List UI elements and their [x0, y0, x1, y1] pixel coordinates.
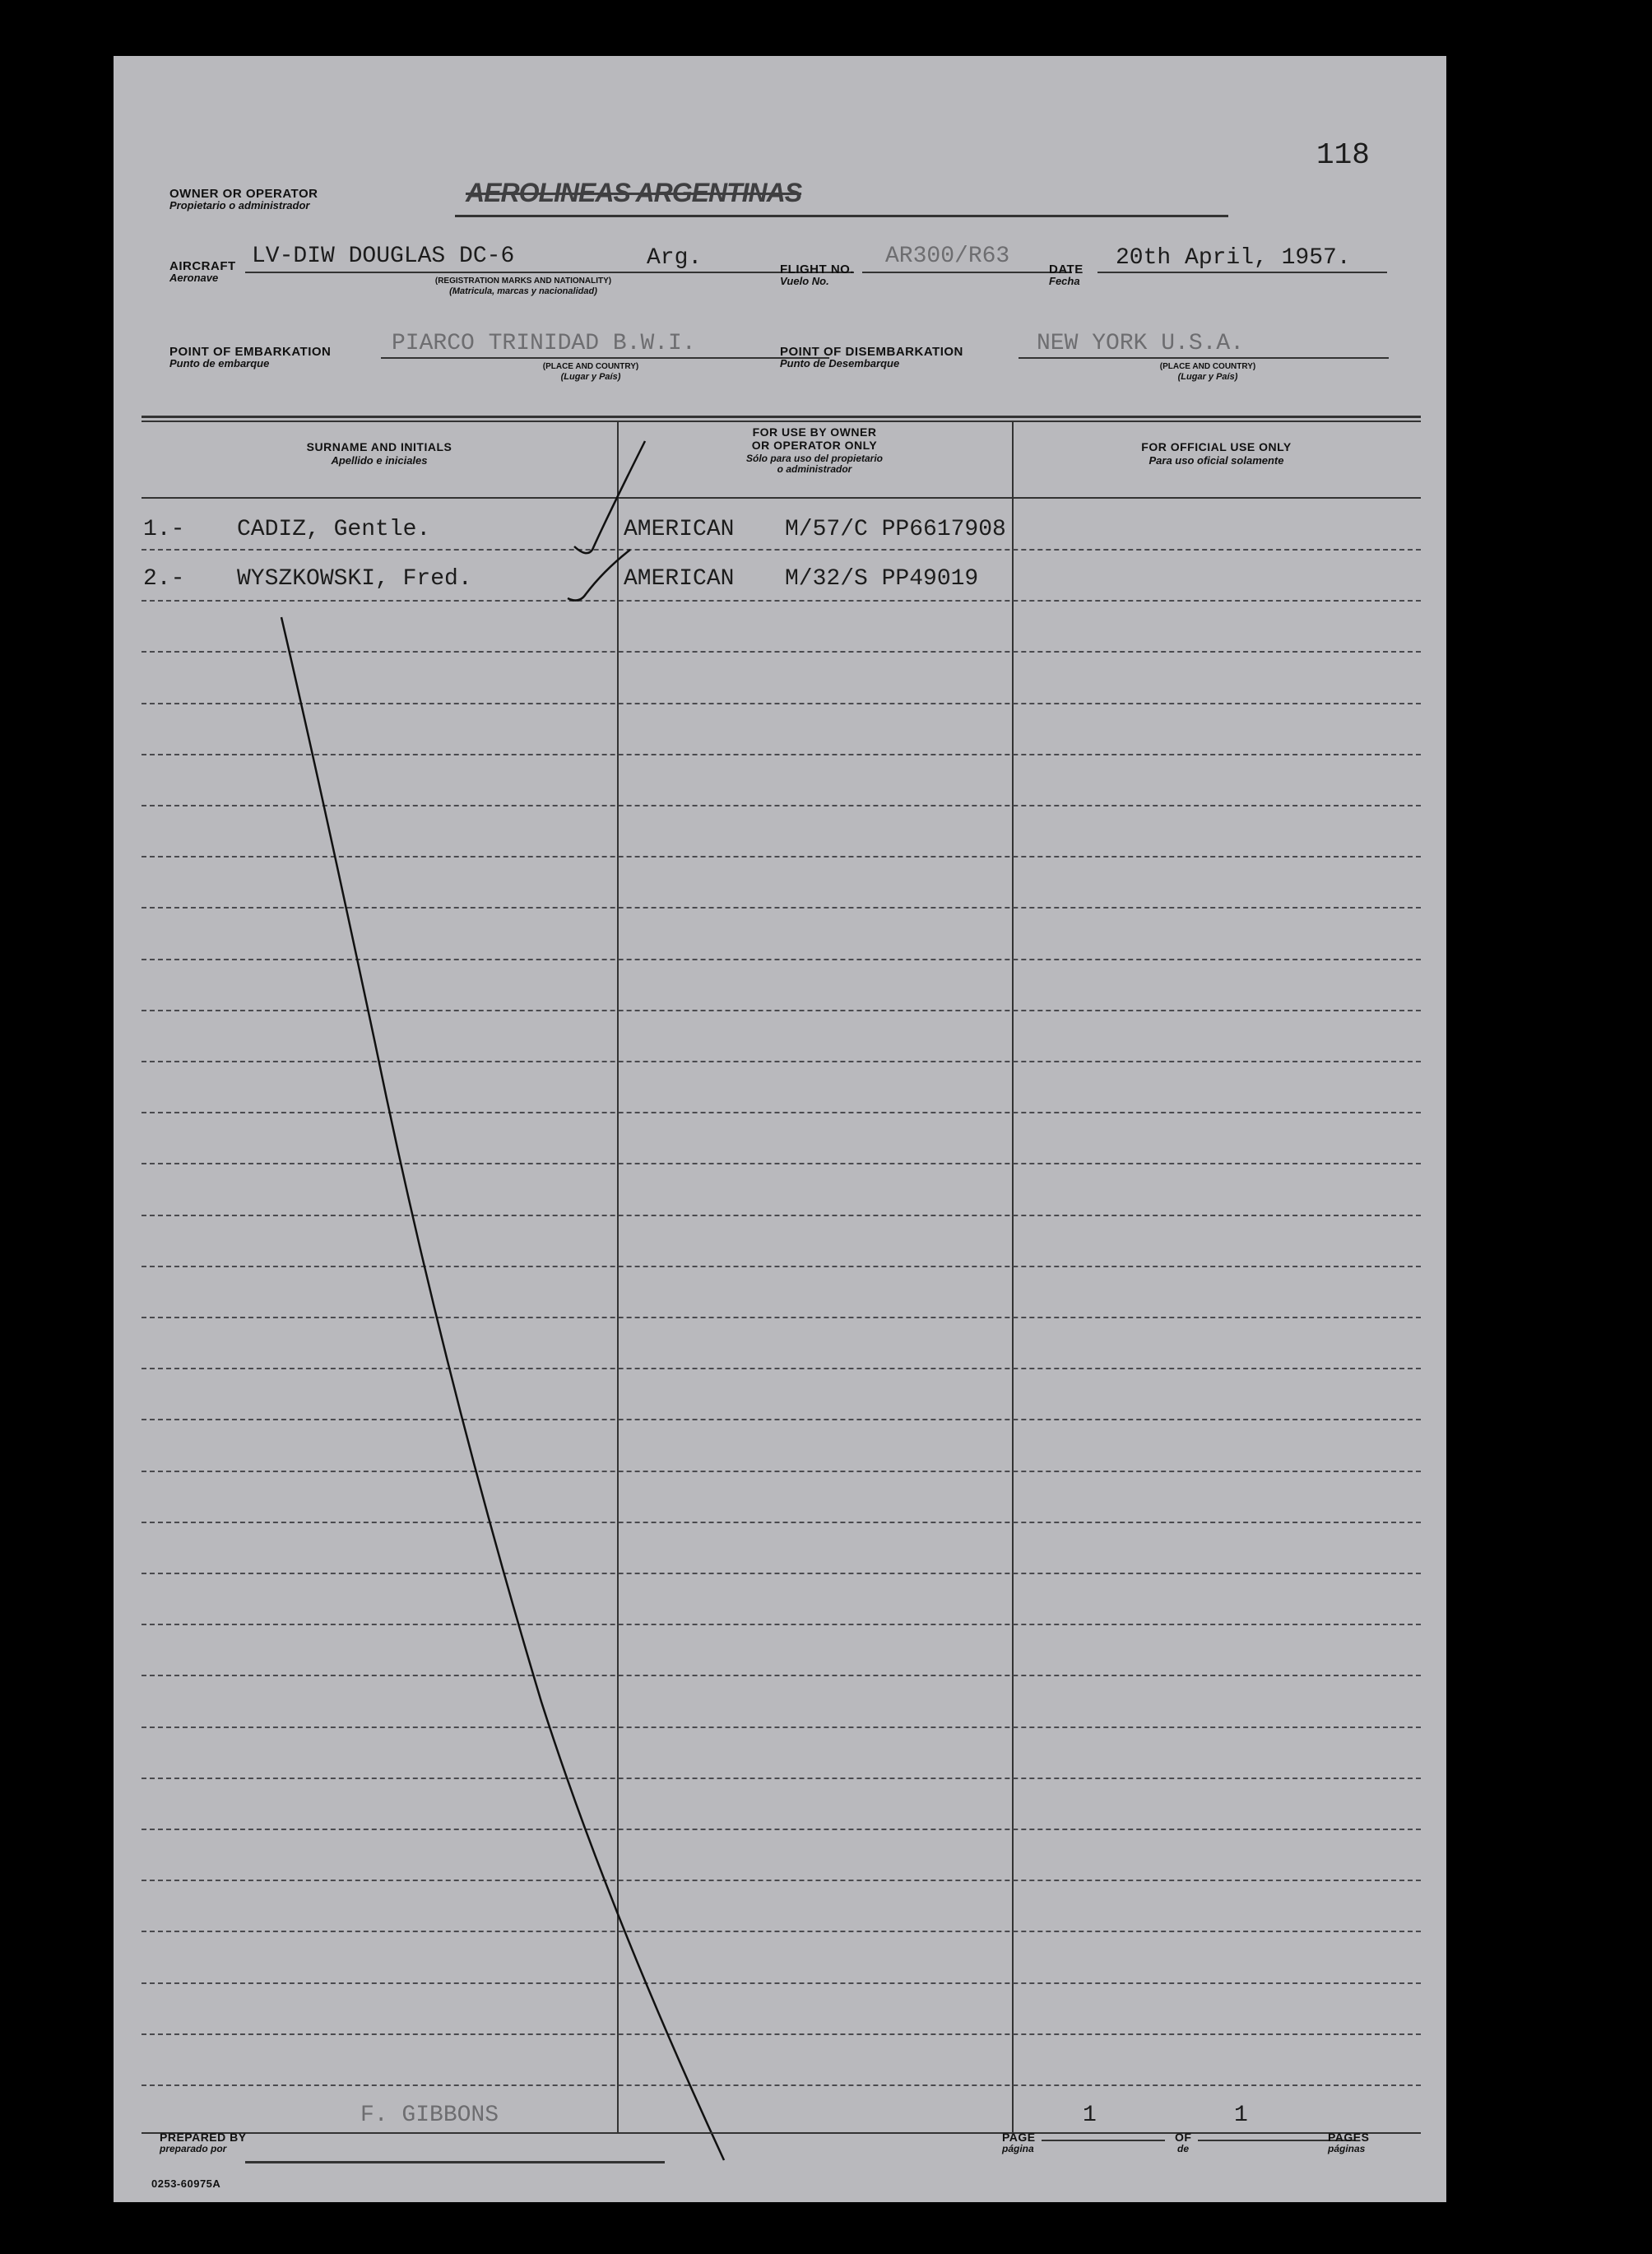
- prepared-value: F. GIBBONS: [360, 2103, 499, 2128]
- col1-header: SURNAME AND INITIALS: [306, 440, 452, 453]
- row-1-number: 1.-: [143, 517, 185, 542]
- aircraft-label: AIRCRAFT: [169, 259, 236, 273]
- aircraft-nationality: Arg.: [647, 245, 703, 271]
- row-2-name: WYSZKOWSKI, Fred.: [237, 566, 472, 592]
- col2-header-es-2: o administrador: [777, 463, 852, 475]
- of-value: 1: [1234, 2103, 1248, 2128]
- col2-header-1: FOR USE BY OWNER: [752, 425, 877, 439]
- prepared-label: PREPARED BY: [160, 2131, 247, 2144]
- aircraft-value: LV-DIW DOUGLAS DC-6: [252, 244, 515, 269]
- page-underline: [1042, 2140, 1165, 2141]
- owner-label: OWNER OR OPERATOR: [169, 187, 318, 201]
- row-1-details: M/57/C PP6617908: [785, 517, 1006, 542]
- page-label-es: página: [1002, 2143, 1034, 2154]
- owner-value: AEROLINEAS ARGENTINAS: [466, 178, 802, 207]
- embark-label-es: Punto de embarque: [169, 357, 270, 369]
- col1-header-es: Apellido e iniciales: [331, 454, 428, 467]
- disembark-caption-es: (Lugar y País): [1177, 372, 1238, 382]
- row-1-nationality: AMERICAN: [624, 517, 735, 542]
- embark-caption-es: (Lugar y País): [560, 372, 621, 382]
- embark-value: PIARCO TRINIDAD B.W.I.: [392, 331, 696, 356]
- row-2-number: 2.-: [143, 566, 185, 592]
- col2-header-es-1: Sólo para uso del propietario: [745, 453, 884, 464]
- row-2-nationality: AMERICAN: [624, 566, 735, 592]
- page-value: 1: [1083, 2103, 1097, 2128]
- row-2-details: M/32/S PP49019: [785, 566, 979, 592]
- embark-caption: (PLACE AND COUNTRY): [542, 362, 639, 371]
- aircraft-caption: (REGISTRATION MARKS AND NATIONALITY): [434, 277, 612, 286]
- form-number: 0253-60975A: [151, 2177, 221, 2190]
- disembark-caption: (PLACE AND COUNTRY): [1159, 362, 1256, 371]
- manifest-sheet: [114, 56, 1446, 2202]
- row-1-name: CADIZ, Gentle.: [237, 517, 431, 542]
- embark-label: POINT OF EMBARKATION: [169, 345, 332, 359]
- check-mark-2: [568, 550, 630, 601]
- prepared-label-es: preparado por: [160, 2143, 227, 2154]
- date-label-es: Fecha: [1049, 275, 1080, 287]
- flight-value: AR300/R63: [885, 244, 1010, 269]
- pages-label: PAGES: [1328, 2131, 1370, 2144]
- aircraft-label-es: Aeronave: [169, 272, 219, 284]
- col2-header-2: OR OPERATOR ONLY: [751, 439, 878, 452]
- disembark-value: NEW YORK U.S.A.: [1037, 331, 1245, 356]
- table-bottom-border: [142, 2132, 1421, 2134]
- disembark-label-es: Punto de Desembarque: [780, 357, 900, 369]
- check-mark-1: [574, 441, 645, 553]
- prepared-underline: [245, 2161, 665, 2163]
- date-label: DATE: [1049, 263, 1084, 277]
- flight-label-es: Vuelo No.: [780, 275, 829, 287]
- date-value: 20th April, 1957.: [1116, 245, 1351, 271]
- col3-header-es: Para uso oficial solamente: [1149, 454, 1284, 467]
- diagonal-strike-line: [281, 617, 724, 2160]
- page-number: 118: [1316, 138, 1370, 172]
- disembark-label: POINT OF DISEMBARKATION: [780, 345, 963, 359]
- aircraft-caption-es: (Matricula, marcas y nacionalidad): [449, 286, 597, 296]
- handwritten-marks: [114, 56, 1446, 2202]
- owner-label-es: Propietario o administrador: [169, 199, 310, 211]
- page-label: PAGE: [1002, 2131, 1036, 2144]
- of-label: OF: [1175, 2131, 1192, 2144]
- pages-label-es: páginas: [1328, 2143, 1366, 2154]
- of-label-es: de: [1177, 2143, 1190, 2154]
- col3-header: FOR OFFICIAL USE ONLY: [1141, 440, 1292, 453]
- flight-label: FLIGHT NO.: [780, 263, 854, 277]
